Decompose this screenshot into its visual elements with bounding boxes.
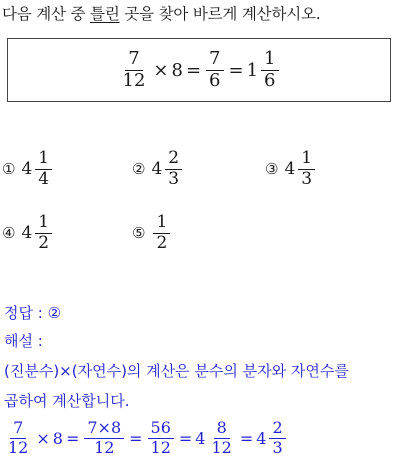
multiplier: 8 <box>171 59 183 81</box>
choice-fraction <box>153 214 170 253</box>
multiplier: 8 <box>52 428 63 448</box>
choice-whole: 4 <box>21 223 33 244</box>
choice-whole: 4 <box>151 159 163 180</box>
question-prefix: 다음 계산 중 <box>2 5 91 23</box>
choice-whole: 4 <box>21 159 33 180</box>
equals-sign: = <box>185 59 202 81</box>
problem-box <box>7 38 391 102</box>
fraction-denominator: 3 <box>168 168 180 189</box>
fraction-numerator: 1 <box>261 50 278 71</box>
fraction-numerator: 1 <box>35 150 52 170</box>
explanation-text-1: (진분수)×(자연수)의 계산은 분수의 분자와 자연수를 <box>4 362 349 380</box>
fraction-denominator: 12 <box>94 437 115 457</box>
fraction-denominator: 4 <box>38 168 50 189</box>
choice-number: ① <box>2 160 16 179</box>
fraction-numerator: 1 <box>35 214 52 234</box>
mixed-whole: 4 <box>256 428 267 448</box>
choice-fraction <box>35 150 52 189</box>
choice-4[interactable] <box>2 214 54 253</box>
choice-number: ④ <box>2 224 16 243</box>
equals-sign: = <box>228 59 244 81</box>
fraction-denominator: 6 <box>209 69 221 91</box>
equals-sign: = <box>178 428 193 448</box>
fraction-numerator: 7×8 <box>84 420 124 439</box>
fraction-numerator: 8 <box>214 420 230 439</box>
explanation-label: 해설 : <box>4 332 43 350</box>
question-underlined-word: 틀린 <box>90 5 120 23</box>
choice-number: ② <box>132 160 146 179</box>
choice-whole: 4 <box>284 159 296 180</box>
choice-3[interactable] <box>265 150 317 189</box>
choice-fraction <box>298 150 315 189</box>
calc-fraction-b <box>84 420 124 457</box>
fraction-numerator: 7 <box>206 50 223 71</box>
equals-sign: = <box>129 428 143 448</box>
fraction-denominator: 12 <box>122 69 146 91</box>
question-suffix: 곳을 찾아 바르게 계산하시오. <box>119 5 321 23</box>
fraction-denominator: 2 <box>156 232 168 253</box>
fraction-numerator: 1 <box>153 214 170 234</box>
mixed-whole: 1 <box>246 59 259 81</box>
fraction-denominator: 2 <box>38 232 50 253</box>
fraction-numerator: 7 <box>125 50 142 71</box>
calc-fraction-c <box>148 420 174 457</box>
fraction-denominator: 3 <box>301 168 313 189</box>
equals-sign: = <box>239 428 254 448</box>
question-text <box>2 2 398 26</box>
choice-5[interactable] <box>132 214 172 253</box>
fraction-numerator: 7 <box>10 420 26 439</box>
answer-line: 정답 : ② <box>4 304 62 322</box>
times-sign: × <box>36 428 50 448</box>
fraction-denominator: 12 <box>8 437 29 457</box>
choice-fraction <box>165 150 182 189</box>
fraction-denominator: 6 <box>264 69 276 91</box>
times-sign: × <box>153 59 169 81</box>
choice-number: ⑤ <box>132 224 146 243</box>
problem-expression <box>8 39 390 101</box>
fraction-numerator: 2 <box>269 420 285 439</box>
problem-fraction-2 <box>206 47 223 91</box>
choice-fraction <box>35 214 52 253</box>
explanation-text-2: 곱하여 계산합니다. <box>4 392 130 410</box>
choice-1[interactable] <box>2 150 54 189</box>
choice-number: ③ <box>265 160 279 179</box>
mixed-whole: 4 <box>195 428 206 448</box>
solution-calculation <box>3 420 288 457</box>
fraction-denominator: 12 <box>211 437 232 457</box>
fraction-numerator: 2 <box>165 150 182 170</box>
problem-fraction-1 <box>120 47 149 91</box>
fraction-denominator: 12 <box>150 437 171 457</box>
equals-sign: = <box>65 428 80 448</box>
calc-fraction-d <box>208 420 234 457</box>
fraction-numerator: 56 <box>148 420 174 439</box>
calc-fraction-e <box>269 420 285 457</box>
choice-2[interactable] <box>132 150 184 189</box>
calc-fraction-a <box>5 420 31 457</box>
problem-fraction-3 <box>261 47 278 91</box>
fraction-denominator: 3 <box>272 437 283 457</box>
fraction-numerator: 1 <box>298 150 315 170</box>
